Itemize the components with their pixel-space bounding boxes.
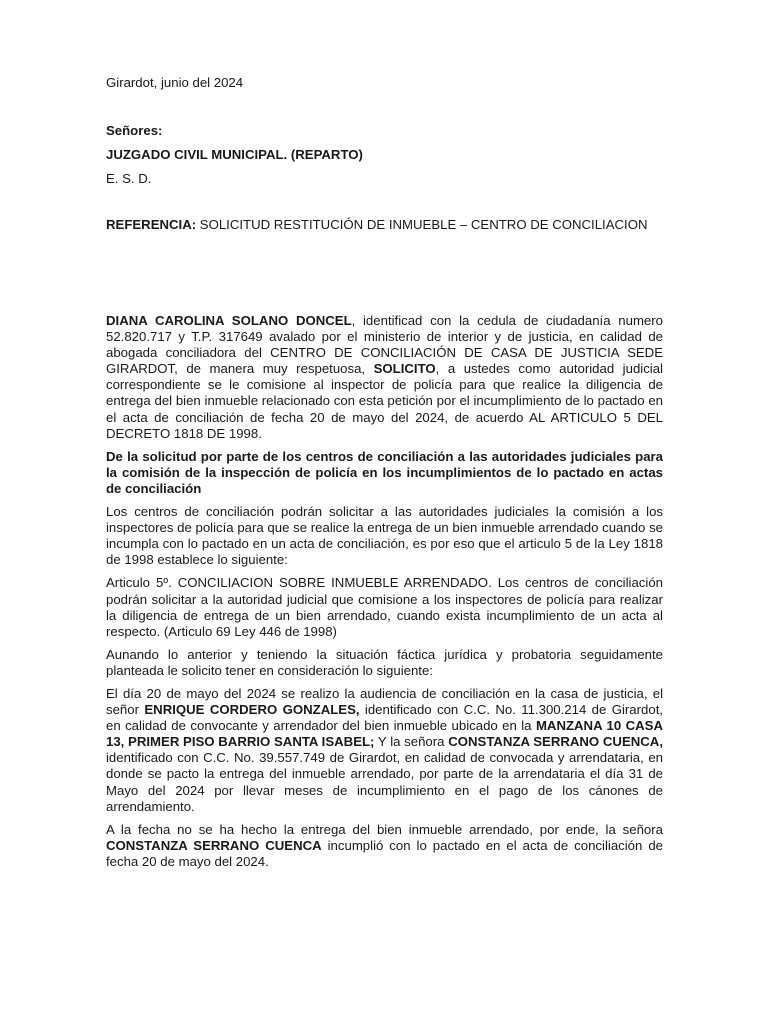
paragraph-breach: A la fecha no se ha hecho la entrega del bien inmueble arrendado, por ende, la señora CONSTANZA SERRANO CUENCA incumplió con lo pactado en el acta de conciliación de fecha 20 de mayo del 2024.	[106, 821, 663, 869]
solicito-keyword: SOLICITO	[373, 361, 436, 377]
paragraph-facts: El día 20 de mayo del 2024 se realizo la audiencia de conciliación en la casa de justicia, el señor ENRIQUE CORDERO GONZALES, identificado con C.C. No. 11.300.214 de Girardot, en calidad de convocante y arrendador del bien inmueble ubicado en la MANZANA 10 CASA 13, PRIMER PISO BARRIO SANTA ISABEL; Y la señora CONSTANZA SERRANO CUENCA, identificado con C.C. No. 39.557.749 de Girardot, en calidad de convocada y arrendataria, en donde se pacto la entrega del inmueble arrendado, por parte de la arrendataria el día 31 de Mayo del 2024 por llevar meses de incumplimiento en el pago de los cánones de arrendamiento.	[106, 685, 664, 814]
esd-line: E. S. D.	[106, 171, 152, 186]
property-address: MANZANA 10 CASA 13, PRIMER PISO BARRIO SANTA ISABEL;	[106, 718, 663, 750]
section-heading: De la solicitud por parte de los centros de conciliación a las autoridades judiciales para la comisión de la inspección de policía en los incumplimientos de lo pactado en actas de conciliación	[106, 448, 663, 496]
reference-line	[106, 217, 648, 233]
court-name: JUZGADO CIVIL MUNICIPAL. (REPARTO)	[106, 147, 363, 162]
paragraph-law-intro: Los centros de conciliación podrán solicitar a las autoridades judiciales la comisión a los inspectores de policía para que se realice la entrega de un bien inmueble arrendado cuando se incumpla con lo pactado en un acta de conciliación, es por eso que el articulo 5 de la Ley 1818 de 1998 establece lo siguiente:	[106, 504, 663, 568]
petitioner-name: DIANA CAROLINA SOLANO DONCEL	[106, 313, 352, 328]
tenant-name: CONSTANZA SERRANO CUENCA	[106, 837, 322, 853]
convocante-name: ENRIQUE CORDERO GONZALES,	[144, 702, 360, 718]
salutation: Señores:	[106, 123, 163, 138]
paragraph-article-5: Articulo 5º. CONCILIACION SOBRE INMUEBLE ARRENDADO. Los centros de conciliación podrán solicitar a la autoridad judicial que comisione a los inspectores de policía para realizar la diligencia de entrega de un bien arrendado, cuando exista incumplimiento de un acta al respecto. (Articulo 69 Ley 446 de 1998)	[106, 575, 663, 639]
paragraph-consideration: Aunando lo anterior y teniendo la situación fáctica jurídica y probatoria seguidamente planteada le solicito tener en consideración lo siguiente:	[106, 646, 663, 678]
date-line: Girardot, junio del 2024	[106, 75, 244, 90]
convocada-name: CONSTANZA SERRANO CUENCA,	[448, 734, 663, 750]
paragraph-request: DIANA CAROLINA SOLANO DONCEL, identificad con la cedula de ciudadanía numero 52.820.717 y T.P. 317649 avalado por el ministerio de interior y de justicia, en calidad de abogada conciliadora del CENTRO DE CONCILIACIÓN DE CASA DE JUSTICIA SEDE GIRARDOT, de manera muy respetuosa, SOLICITO, a ustedes como autoridad judicial correspondiente se le comisione al inspector de policía para que realice la diligencia de entrega del bien inmueble relacionado con esta petición por el incumplimiento de lo pactado en el acta de conciliación de fecha 20 de mayo del 2024, de acuerdo AL ARTICULO 5 DEL DECRETO 1818 DE 1998.	[106, 313, 663, 441]
letter-body	[106, 313, 663, 877]
reference-label: REFERENCIA:	[106, 217, 197, 232]
reference-text: SOLICITUD RESTITUCIÓN DE INMUEBLE – CENTRO DE CONCILIACION	[196, 217, 648, 232]
